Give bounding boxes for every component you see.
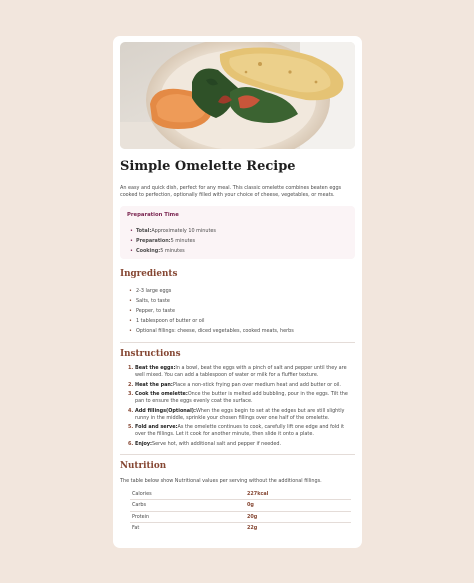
- prep-label: Cooking:: [136, 248, 161, 254]
- step-number: 3.: [128, 391, 134, 397]
- instructions-list: [120, 365, 355, 448]
- ingredients-list: [120, 286, 355, 336]
- step-title: Cook the omelette:: [135, 391, 188, 397]
- ingredients-heading: Ingredients: [120, 269, 178, 279]
- step-number: 4.: [128, 407, 134, 414]
- list-item: [120, 382, 355, 389]
- nutrition-heading: Nutrition: [120, 460, 167, 471]
- list-item: • Salts, to taste: [120, 296, 355, 306]
- step-text: In a bowl, beat the eggs with a pinch of salt and pepper until they are well mixed. You can add a tablespoon of water or milk for a fluffier texture.: [135, 365, 347, 378]
- nutrition-value: 20g: [247, 511, 351, 523]
- step-text: Serve hot, with additional salt and pepper if needed.: [152, 440, 282, 447]
- list-item: [127, 236, 349, 246]
- list-item: • 2-3 large eggs: [120, 286, 355, 296]
- nutrition-intro: The table below show Nutritional values per serving without the additional fillings.: [120, 477, 322, 484]
- list-item: [127, 246, 349, 256]
- recipe-card: [113, 36, 362, 548]
- step-number: 2.: [128, 381, 134, 388]
- preparation-time-list: [127, 226, 349, 256]
- list-item: • 1 tablespoon of butter or oil: [120, 316, 355, 326]
- nutrition-label: Calories: [130, 489, 247, 500]
- table-row: [130, 489, 351, 500]
- table-row: [130, 511, 351, 523]
- list-item: [120, 441, 355, 448]
- nutrition-value: 22g: [247, 525, 258, 532]
- step-text: When the eggs begin to set at the edges but are still slightly runny in the middle, sprinkle your chosen fillings over one half of the omelette.: [135, 407, 345, 421]
- nutrition-value: 227kcal: [247, 489, 351, 500]
- step-title: Enjoy:: [135, 440, 153, 447]
- step-title: Heat the pan:: [135, 381, 173, 388]
- list-item: • Pepper, to taste: [120, 306, 355, 316]
- prep-value: 5 minutes: [160, 248, 185, 254]
- table-row: [130, 500, 351, 512]
- nutrition-table: [130, 489, 351, 534]
- instructions-heading: Instructions: [120, 349, 181, 359]
- preparation-time-box: [120, 206, 355, 259]
- step-title: Add fillings(Optional):: [135, 407, 196, 414]
- step-title: Beat the eggs:: [135, 365, 176, 371]
- step-text: Once the butter is melted add bubbling, pour in the eggs. Tilt the pan to ensure the eggs evenly coat the surface.: [135, 391, 348, 404]
- list-item: [120, 365, 355, 379]
- prep-value: 5 minutes: [170, 238, 196, 244]
- table-row: [130, 523, 351, 534]
- divider: [120, 342, 355, 343]
- nutrition-value: 0g: [247, 500, 351, 512]
- list-item: [120, 424, 355, 438]
- list-item: [127, 226, 349, 236]
- preparation-time-heading: Preparation Time: [127, 212, 179, 218]
- step-text: As the omelette continues to cook, carefully lift one edge and fold it over the fillings. Let it cook for another minute, then slide it onto a plate.: [135, 424, 345, 437]
- nutrition-label: Protein: [130, 511, 247, 523]
- list-item: [120, 391, 355, 405]
- prep-label: Total:: [136, 228, 152, 234]
- recipe-title: Simple Omelette Recipe: [120, 159, 296, 174]
- step-number: 1.: [128, 365, 134, 371]
- list-item: • Optional fillings: cheese, diced vegetables, cooked meats, herbs: [120, 326, 355, 336]
- prep-label: Preparation:: [136, 238, 171, 244]
- recipe-intro: An easy and quick dish, perfect for any meal. This classic omelette combines beaten eggs cooked to perfection, optionally filled with your choice of cheese, vegetables, or meats.: [120, 185, 342, 198]
- divider: [120, 454, 355, 455]
- nutrition-label: Carbs: [130, 500, 247, 512]
- list-item: [120, 408, 355, 422]
- omelette-photo: [120, 42, 355, 149]
- step-text: Place a non-stick frying pan over medium heat and add butter or oil.: [172, 381, 341, 388]
- step-number: 6.: [128, 440, 134, 447]
- step-number: 5.: [128, 424, 134, 430]
- prep-value: Approximately 10 minutes: [151, 228, 216, 234]
- nutrition-label: Fat: [132, 525, 140, 532]
- step-title: Fold and serve:: [135, 424, 178, 430]
